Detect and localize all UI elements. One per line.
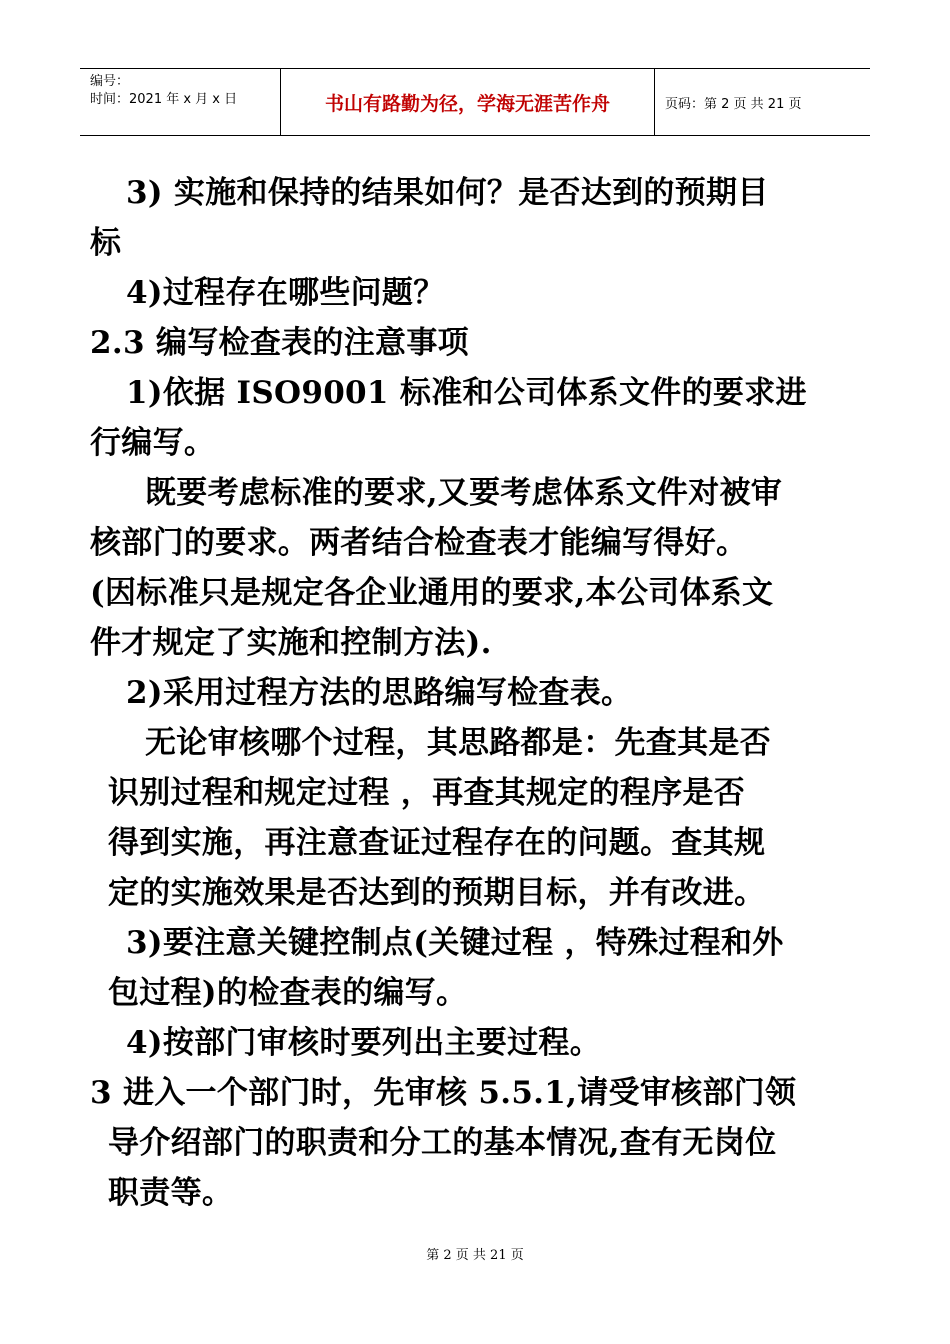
paragraph-line: 件才规定了实施和控制方法). xyxy=(90,625,492,661)
paragraph-line: 既要考虑标准的要求,又要考虑体系文件对被审 xyxy=(145,475,783,511)
paragraph-line: (因标准只是规定各企业通用的要求,本公司体系文 xyxy=(90,575,774,611)
header-slogan: 书山有路勤为径，学海无涯苦作舟 xyxy=(281,69,655,135)
document-body xyxy=(90,168,865,1218)
header-meta-cell xyxy=(80,69,281,135)
paragraph-line: 4)按部门审核时要列出主要过程。 xyxy=(126,1025,602,1061)
section-heading: 2.3 编写检查表的注意事项 xyxy=(90,325,469,361)
section-heading: 3 进入一个部门时，先审核 5.5.1,请受审核部门领 xyxy=(90,1075,797,1111)
page-footer: 第 2 页 共 21 页 xyxy=(426,1248,524,1263)
paragraph-line: 4)过程存在哪些问题？ xyxy=(126,275,445,311)
document-number: 编号： xyxy=(90,74,130,89)
paragraph-line: 3)要注意关键控制点(关键过程 ，特殊过程和外 xyxy=(126,925,784,961)
paragraph-line: 行编写。 xyxy=(90,425,216,461)
paragraph-line: 职责等。 xyxy=(108,1175,234,1211)
paragraph-line: 1)依据 ISO9001 标准和公司体系文件的要求进 xyxy=(126,375,807,411)
paragraph-line: 识别过程和规定过程 ，再查其规定的程序是否 xyxy=(108,775,746,811)
paragraph-line: 得到实施，再注意查证过程存在的问题。查其规 xyxy=(108,825,766,861)
paragraph-line: 2)采用过程方法的思路编写检查表。 xyxy=(126,675,633,711)
paragraph-line: 标 xyxy=(90,225,122,261)
paragraph-line: 核部门的要求。两者结合检查表才能编写得好。 xyxy=(90,525,748,561)
paragraph-line: 无论审核哪个过程，其思路都是：先查其是否 xyxy=(145,725,771,761)
paragraph-line: 导介绍部门的职责和分工的基本情况,查有无岗位 xyxy=(108,1125,777,1161)
header-page-number: 页码：第 2 页 共 21 页 xyxy=(665,96,802,112)
paragraph-line: 包过程)的检查表的编写。 xyxy=(108,975,468,1011)
paragraph-line: 3) 实施和保持的结果如何？是否达到的预期目 xyxy=(126,175,769,211)
document-time: 时间：2021 年 x 月 x 日 xyxy=(90,92,238,107)
page-header xyxy=(80,68,870,136)
paragraph-line: 定的实施效果是否达到的预期目标，并有改进。 xyxy=(108,875,766,911)
